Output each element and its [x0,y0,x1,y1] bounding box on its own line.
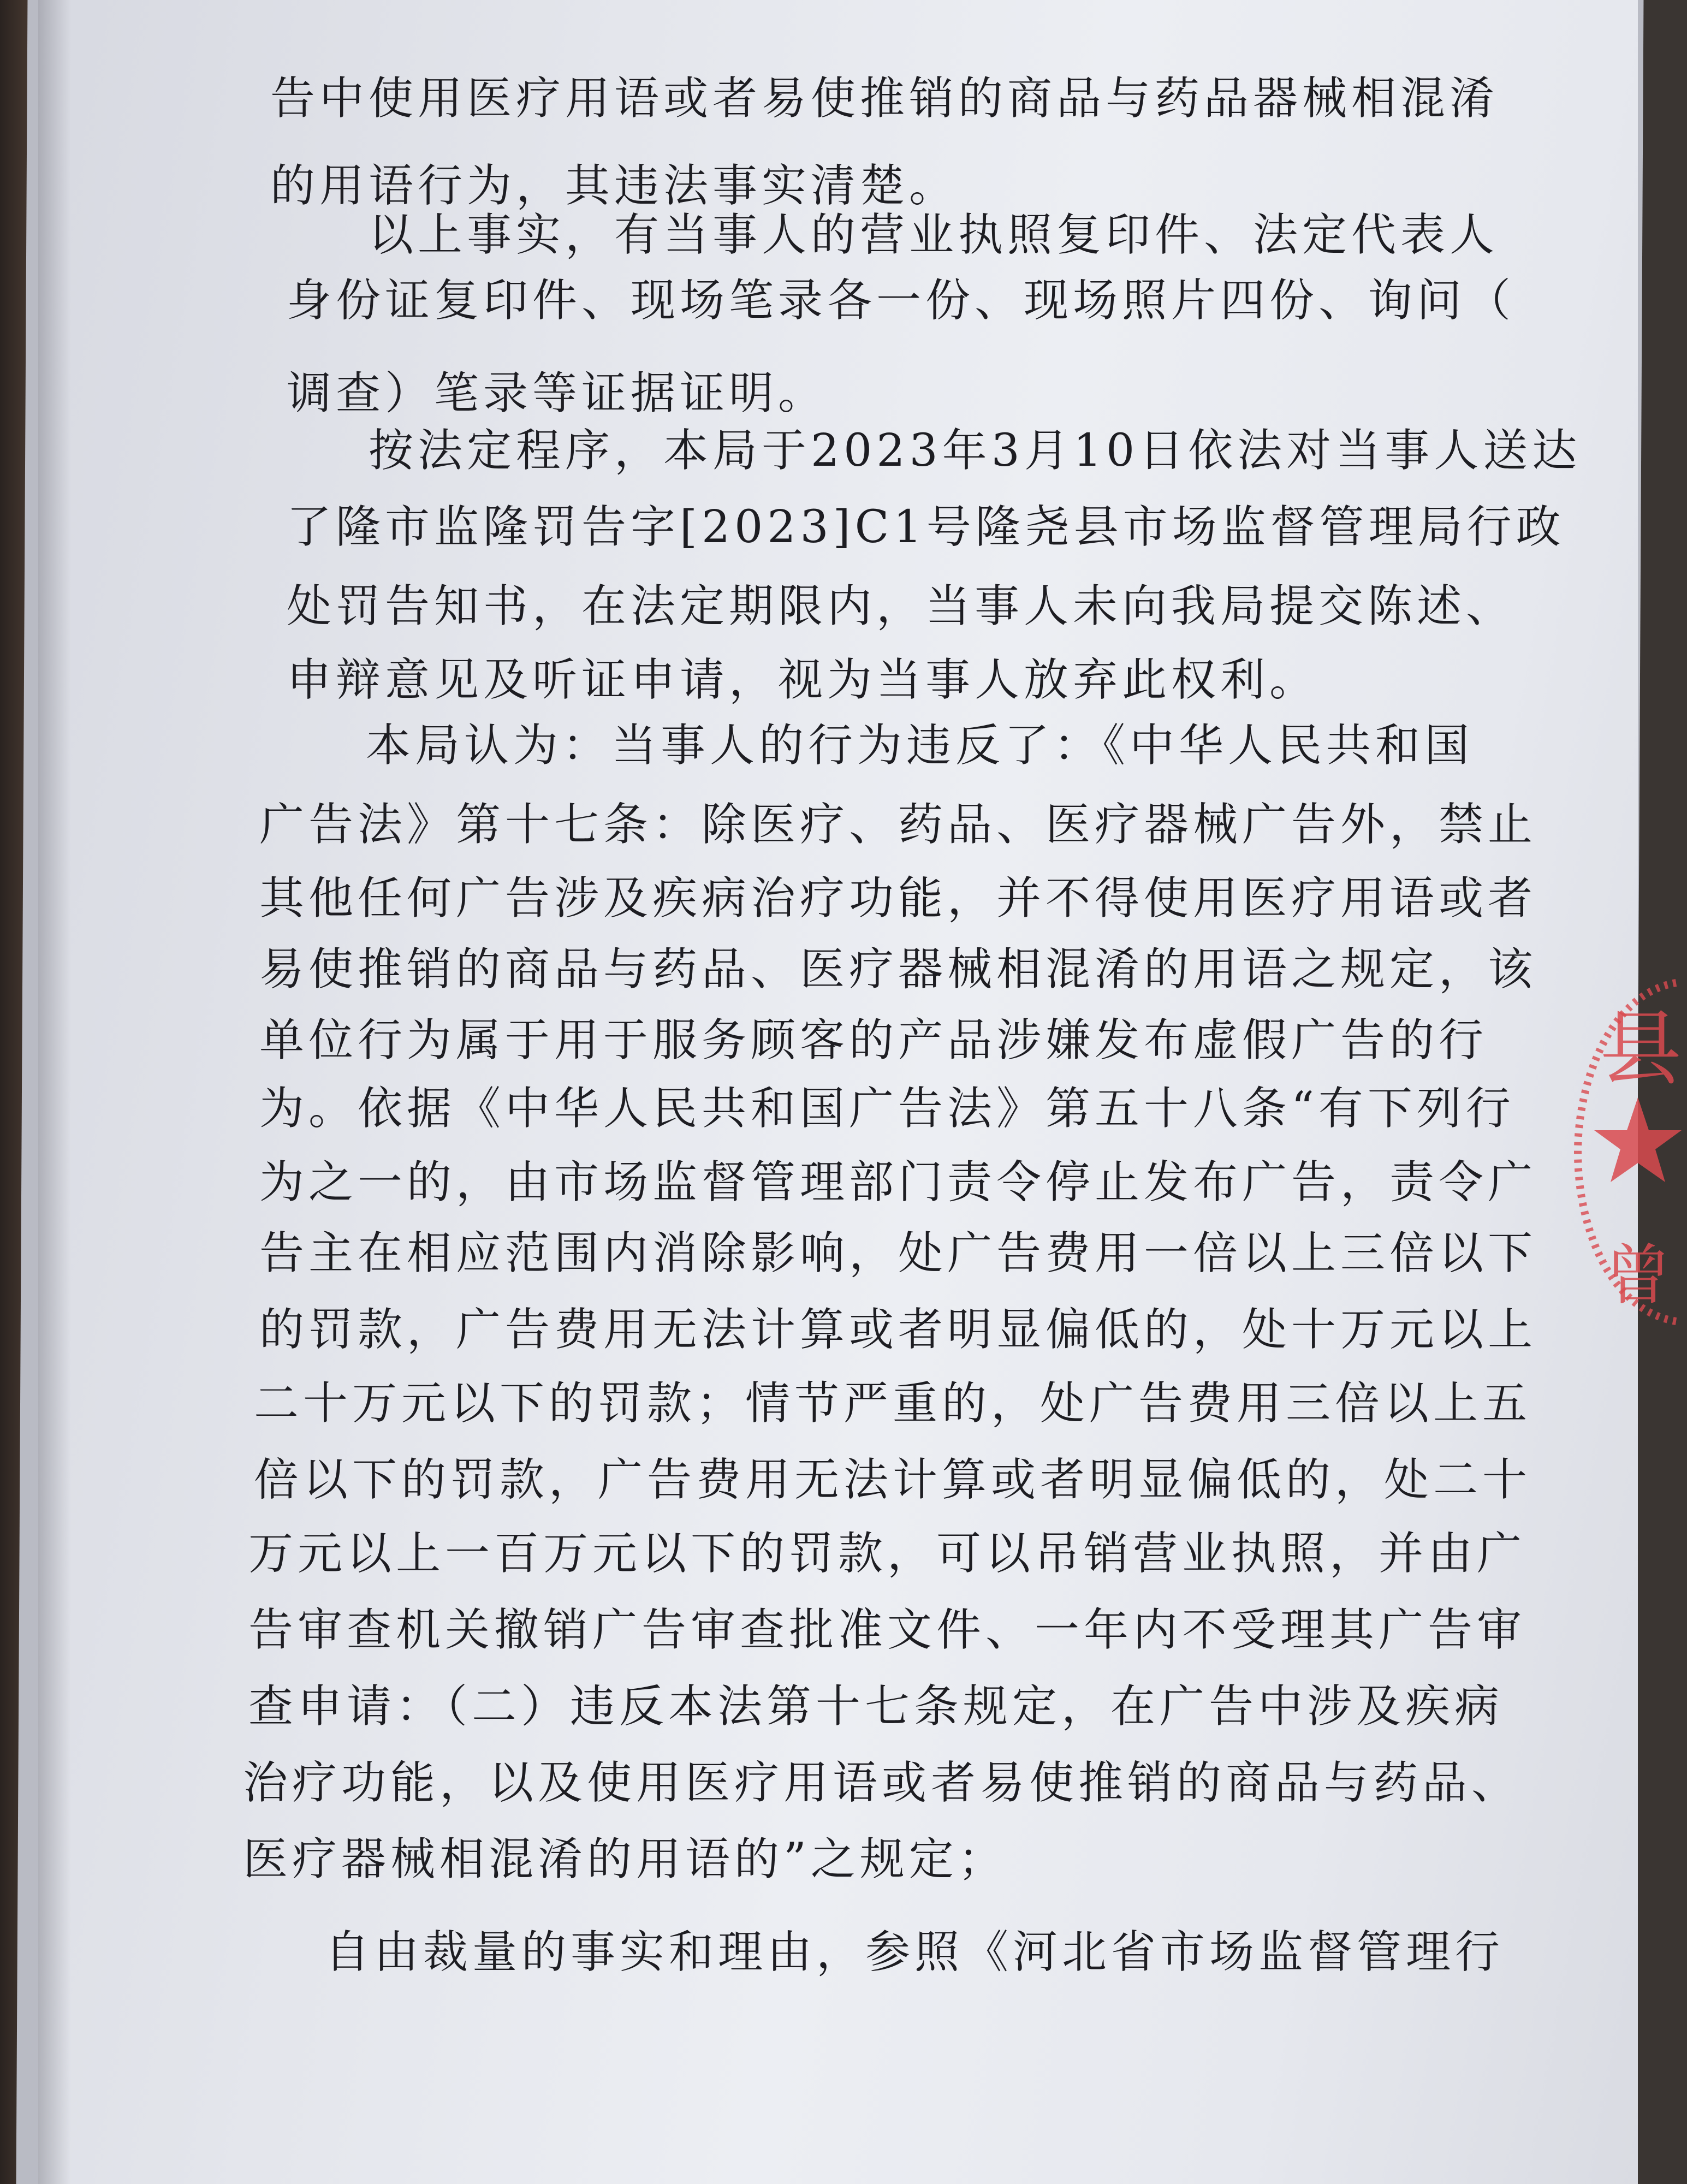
document-page [38,0,1682,2184]
text-line-14: 单位行为属于用于服务顾客的产品涉嫌发布虚假广告的行 [259,1014,1488,1066]
text-line-21: 万元以上一百万元以下的罚款，可以吊销营业执照，并由广 [248,1528,1526,1580]
text-line-22: 告审查机关撤销广告审查批准文件、一年内不受理其广告审 [248,1604,1526,1656]
text-line-1: 告中使用医疗用语或者易使推销的商品与药品器械相混淆 [270,73,1499,124]
text-line-18: 的罚款，广告费用无法计算或者明显偏低的，处十万元以上 [259,1304,1537,1356]
text-line-9: 申辩意见及听证申请，视为当事人放弃此权利。 [287,654,1319,706]
text-line-23: 查申请：（二）违反本法第十七条规定，在广告中涉及疾病 [248,1681,1504,1732]
text-line-24: 治疗功能，以及使用医疗用语或者易使推销的商品与药品、 [243,1757,1521,1809]
text-line-26: 自由裁量的事实和理由，参照《河北省市场监督管理行 [325,1926,1505,1978]
text-line-2: 的用语行为，其违法事实清楚。 [270,160,959,212]
text-line-19: 二十万元以下的罚款；情节严重的，处广告费用三倍以上五 [254,1378,1532,1429]
text-line-17: 告主在相应范围内消除影响，处广告费用一倍以上三倍以下 [259,1227,1537,1279]
red-seal-stamp [1567,972,1687,1332]
text-line-4: 身份证复印件、现场笔录各一份、现场照片四份、询问（ [287,275,1516,327]
text-line-10: 本局认为：当事人的行为违反了：《中华人民共和国 [366,720,1474,771]
text-line-25: 医疗器械相混淆的用语的”之规定； [243,1833,1007,1885]
text-line-12: 其他任何广告涉及疾病治疗功能，并不得使用医疗用语或者 [259,873,1537,924]
text-line-5: 调查）笔录等证据证明。 [287,367,828,419]
seal-char-2: 曾 [1605,1238,1671,1314]
text-line-13: 易使推销的商品与药品、医疗器械相混淆的用语之规定，该 [259,943,1537,995]
text-line-6: 按法定程序，本局于2023年3月10日依法对当事人送达 [369,425,1582,477]
text-line-16: 为之一的，由市场监督管理部门责令停止发布广告，责令广 [259,1156,1537,1208]
text-line-20: 倍以下的罚款，广告费用无法计算或者明显偏低的，处二十 [254,1454,1532,1506]
text-line-11: 广告法》第十七条：除医疗、药品、医疗器械广告外，禁止 [259,799,1537,851]
page-fold-shadow [38,0,71,2184]
text-line-3: 以上事实，有当事人的营业执照复印件、法定代表人 [369,209,1499,261]
text-line-7: 了隆市监隆罚告字[2023]C1号隆尧县市场监督管理局行政 [287,501,1565,553]
seal-char-1: 县 [1600,1002,1682,1097]
text-line-15: 为。依据《中华人民共和国广告法》第五十八条“有下列行 [259,1083,1515,1135]
text-line-8: 处罚告知书，在法定期限内，当事人未向我局提交陈述、 [287,580,1516,632]
